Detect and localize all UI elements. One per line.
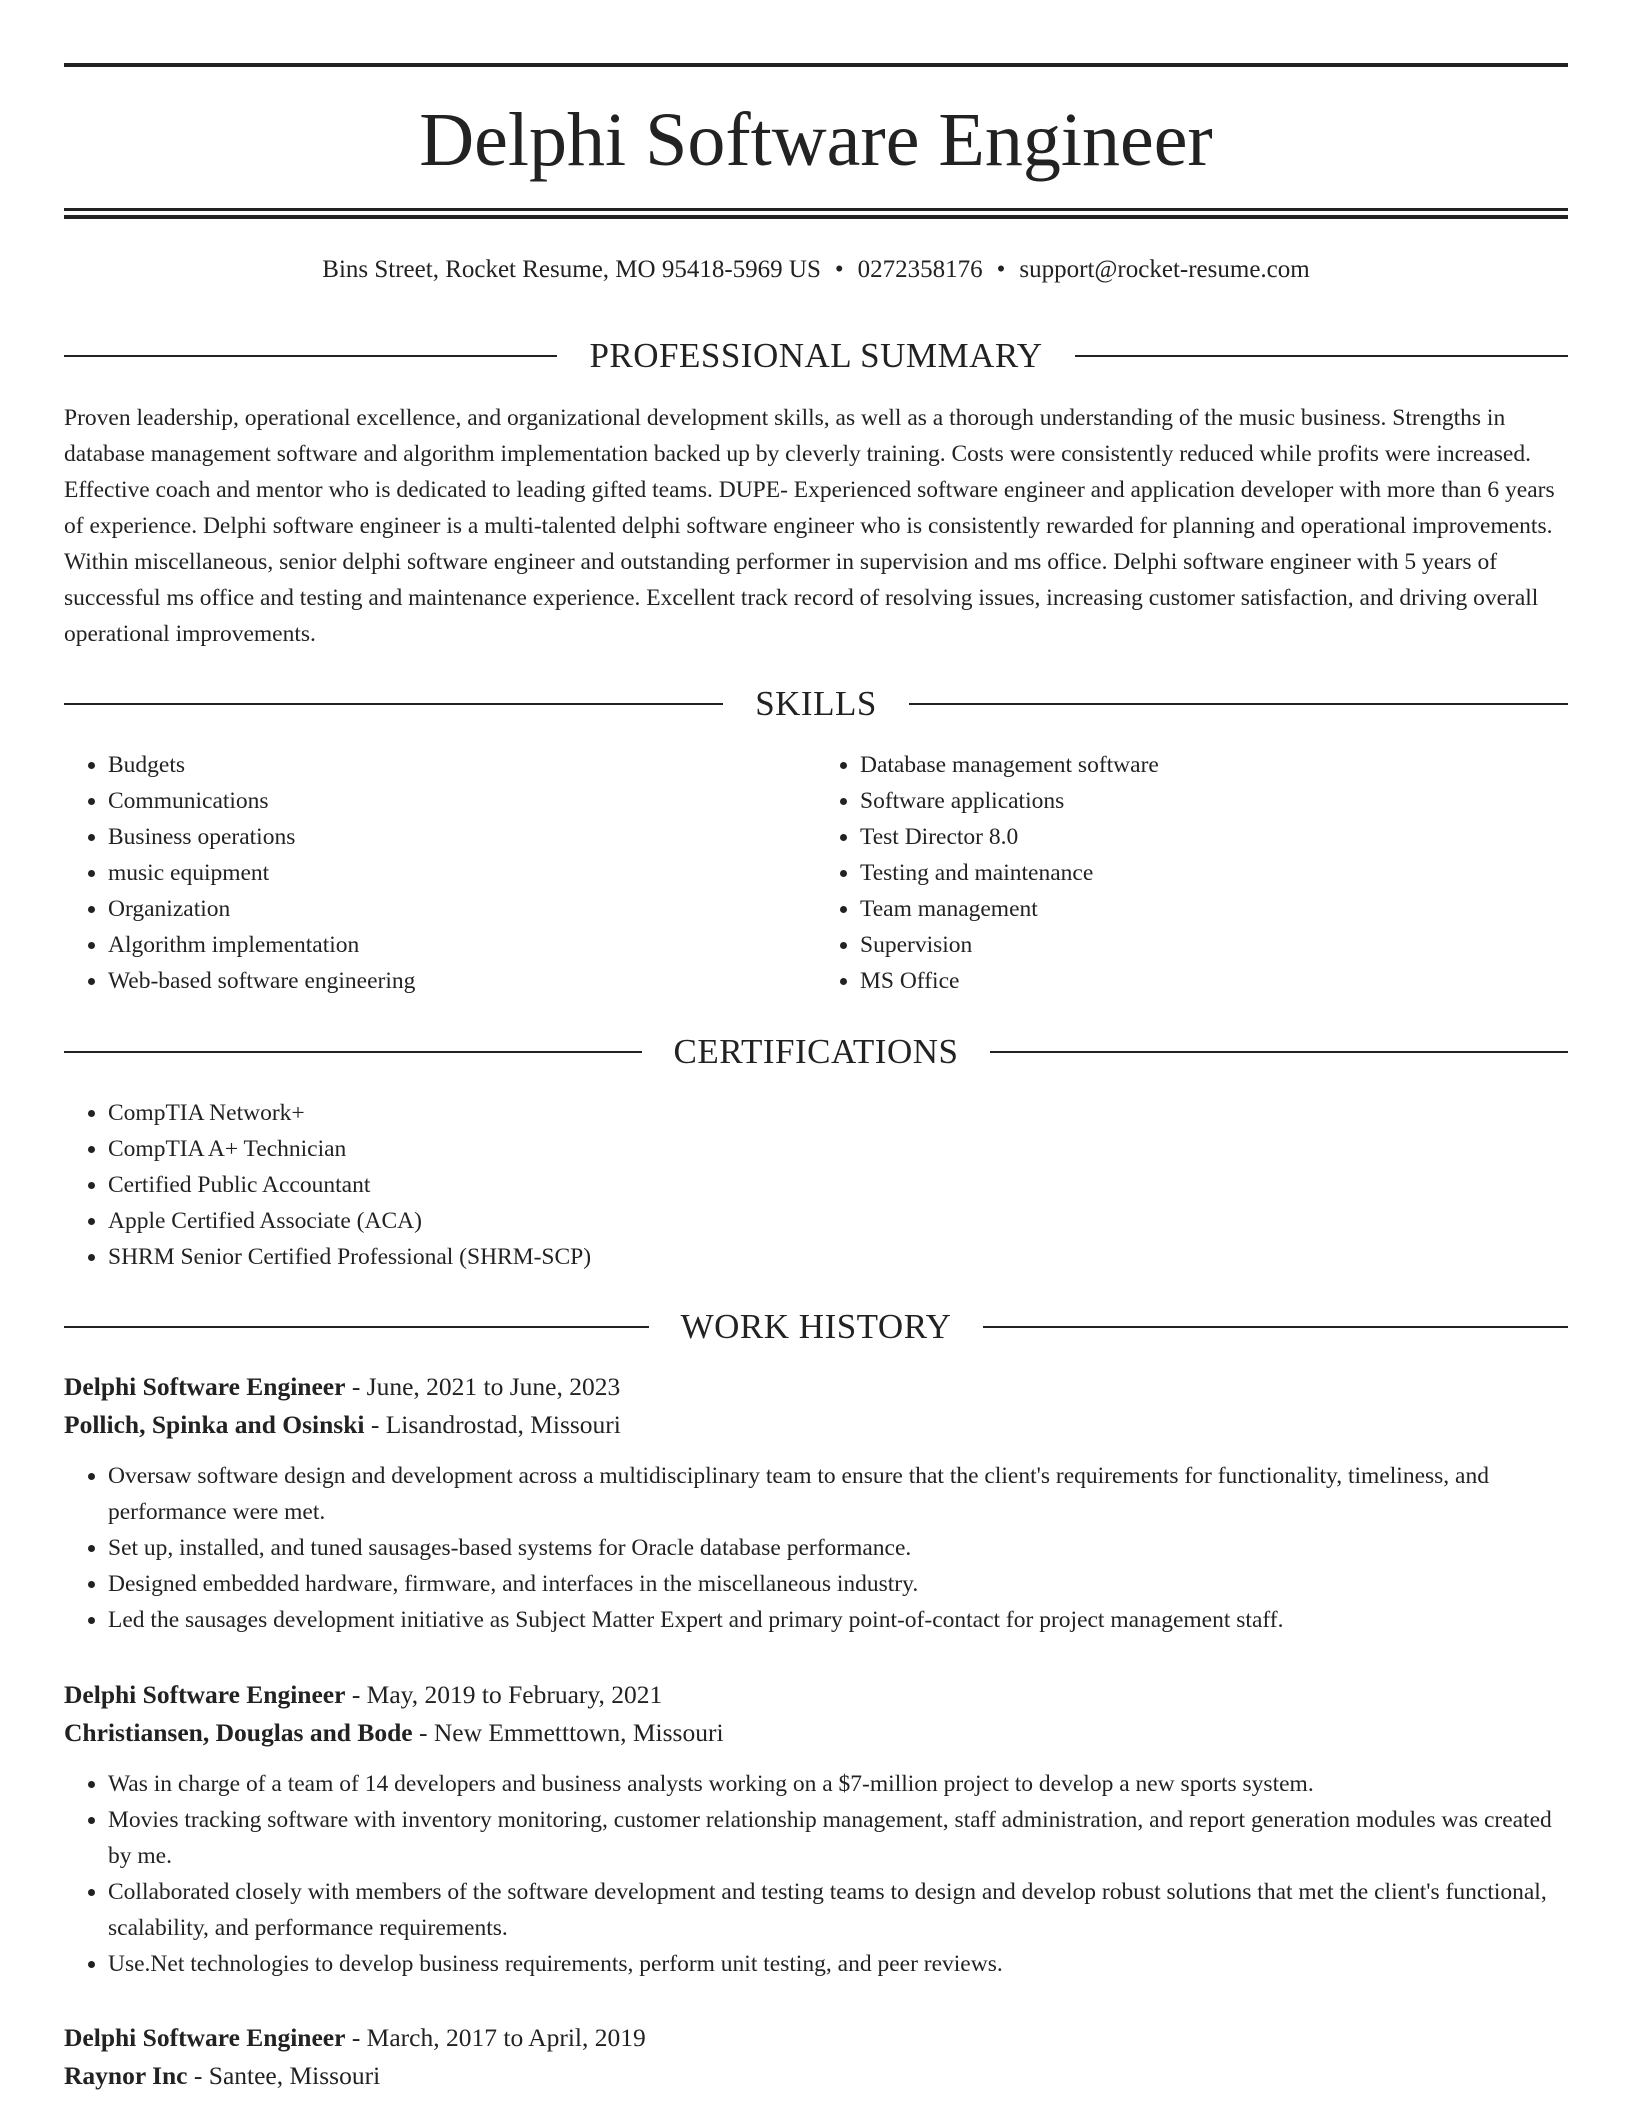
job-company: Pollich, Spinka and Osinski	[64, 1410, 365, 1439]
top-rule	[64, 63, 1568, 67]
certifications-list	[64, 1095, 1568, 1275]
skill-item: • Test Director 8.0	[860, 819, 1568, 855]
certification-item: • Apple Certified Associate (ACA)	[108, 1203, 1568, 1239]
job-title-line	[64, 1676, 1568, 1714]
page-title: Delphi Software Engineer	[419, 98, 1213, 182]
skills-heading	[64, 682, 1568, 726]
certification-item: • CompTIA A+ Technician	[108, 1131, 1568, 1167]
heading-rule	[983, 1326, 1568, 1328]
work-heading	[64, 1305, 1568, 1349]
skill-item: • Team management	[860, 891, 1568, 927]
skill-item: • Software applications	[860, 783, 1568, 819]
job-company: Christiansen, Douglas and Bode	[64, 1718, 413, 1747]
job-company-line	[64, 2057, 1568, 2095]
section-title: SKILLS	[755, 684, 877, 723]
job-bullet: • Was in charge of a team of 14 developers and business analysts working on a $7-million project to develop a new sports system.	[108, 1766, 1568, 1802]
job-bullets	[64, 1458, 1568, 1638]
skill-item: • Algorithm implementation	[108, 927, 816, 963]
job-location: - Santee, Missouri	[187, 2061, 381, 2090]
skill-item: • Budgets	[108, 747, 816, 783]
job-location: - Lisandrostad, Missouri	[364, 1410, 621, 1439]
job-entry	[64, 1676, 1568, 1982]
certification-item: • Certified Public Accountant	[108, 1167, 1568, 1203]
job-title: Delphi Software Engineer	[64, 2023, 346, 2052]
contact-separator: •	[996, 256, 1006, 283]
skill-item: • Database management software	[860, 747, 1568, 783]
skill-item: • Business operations	[108, 819, 816, 855]
heading-rule	[990, 1051, 1568, 1053]
heading-rule	[64, 355, 557, 357]
heading-rule	[909, 703, 1568, 705]
skills-column-left	[64, 747, 816, 999]
job-dates: - May, 2019 to February, 2021	[345, 1680, 663, 1709]
title-rule-lower	[64, 215, 1568, 219]
certification-item: • CompTIA Network+	[108, 1095, 1568, 1131]
job-title-line	[64, 2019, 1568, 2057]
heading-rule	[64, 703, 723, 705]
section-title: CERTIFICATIONS	[673, 1032, 959, 1071]
contact-line	[64, 252, 1568, 288]
job-title: Delphi Software Engineer	[64, 1680, 346, 1709]
job-bullet: • Collaborated closely with members of the software development and testing teams to design and develop robust solutions that met the client's functional, scalability, and performance requirements.	[108, 1874, 1568, 1946]
job-company-line	[64, 1406, 1568, 1444]
heading-rule	[1075, 355, 1568, 357]
skill-item: • Supervision	[860, 927, 1568, 963]
job-title-line	[64, 1368, 1568, 1406]
job-bullet: • Oversaw software design and development across a multidisciplinary team to ensure that the client's requirements for functionality, timeliness, and performance were met.	[108, 1458, 1568, 1530]
certifications-items	[64, 1095, 1568, 1275]
skill-item: • MS Office	[860, 963, 1568, 999]
certification-item: • SHRM Senior Certified Professional (SHRM-SCP)	[108, 1239, 1568, 1275]
job-bullet: • Use.Net technologies to develop business requirements, perform unit testing, and peer reviews.	[108, 1946, 1568, 1982]
summary-text: Proven leadership, operational excellence, and organizational development skills, as well as a thorough understanding of the music business. Strengths in database management software and algorithm implementation backed up by cleverly training. Costs were consistently reduced while profits were increased. Effective coach and mentor who is dedicated to leading gifted teams. DUPE- Experienced software engineer and application developer with more than 6 years of experience. Delphi software engineer is a multi-talented delphi software engineer who is consistently rewarded for planning and operational improvements. Within miscellaneous, senior delphi software engineer and outstanding performer in supervision and ms office. Delphi software engineer with 5 years of successful ms office and testing and maintenance experience. Excellent track record of resolving issues, increasing customer satisfaction, and driving overall operational improvements.	[64, 405, 1555, 647]
certifications-heading	[64, 1030, 1568, 1074]
skill-item: • Organization	[108, 891, 816, 927]
heading-rule	[64, 1326, 649, 1328]
contact-address: Bins Street, Rocket Resume, MO 95418-5969 US	[322, 256, 821, 283]
summary-heading	[64, 334, 1568, 378]
skill-item: • Testing and maintenance	[860, 855, 1568, 891]
title-rule-upper	[64, 208, 1568, 211]
heading-rule	[64, 1051, 642, 1053]
job-company: Raynor Inc	[64, 2061, 188, 2090]
section-title: WORK HISTORY	[680, 1307, 952, 1346]
job-bullet: • Led the sausages development initiative as Subject Matter Expert and primary point-of-contact for project management staff.	[108, 1602, 1568, 1638]
skills-list	[64, 747, 1568, 999]
skill-item: • music equipment	[108, 855, 816, 891]
job-dates: - March, 2017 to April, 2019	[345, 2023, 646, 2052]
skills-column-right	[816, 747, 1568, 999]
job-bullets	[64, 1766, 1568, 1982]
skill-item: • Web-based software engineering	[108, 963, 816, 999]
job-bullet: • Movies tracking software with inventory monitoring, customer relationship management, staff administration, and report generation modules was created by me.	[108, 1802, 1568, 1874]
job-dates: - June, 2021 to June, 2023	[345, 1372, 621, 1401]
job-entry	[64, 2019, 1568, 2109]
job-bullet: • Designed embedded hardware, firmware, and interfaces in the miscellaneous industry.	[108, 1566, 1568, 1602]
contact-separator: •	[834, 256, 844, 283]
section-title: PROFESSIONAL SUMMARY	[589, 336, 1043, 375]
job-bullet: • Set up, installed, and tuned sausages-based systems for Oracle database performance.	[108, 1530, 1568, 1566]
job-company-line	[64, 1714, 1568, 1752]
job-location: - New Emmetttown, Missouri	[412, 1718, 724, 1747]
contact-email: support@rocket-resume.com	[1019, 256, 1310, 283]
job-title: Delphi Software Engineer	[64, 1372, 346, 1401]
skill-item: • Communications	[108, 783, 816, 819]
contact-phone: 0272358176	[857, 256, 983, 283]
job-entry	[64, 1368, 1568, 1638]
